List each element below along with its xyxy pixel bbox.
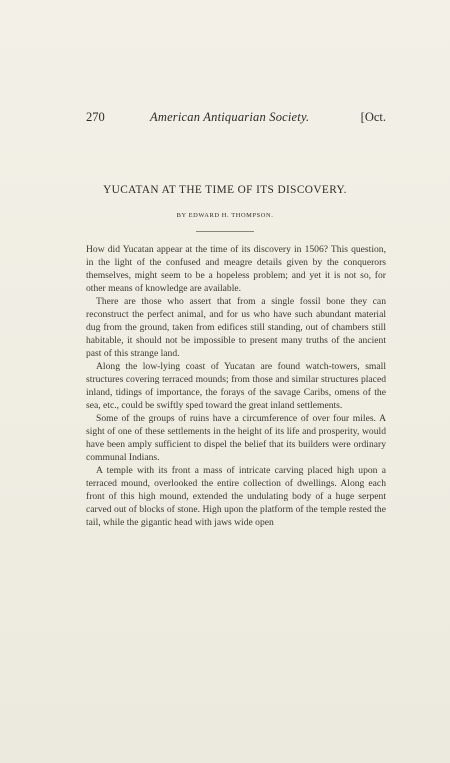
article-byline: BY EDWARD H. THOMPSON. [176,212,274,219]
paragraph: There are those who assert that from a single fossil bone they can reconstruct the perfect animal, and for us who have such abundant material dug from the ground, taken from edifices still standing, out of chambers still habitable, it should not be impossible to present many truths of the ancient past of this strange land. [86,296,386,359]
paragraph: How did Yucatan appear at the time of its discovery in 1506? This question, in the light of the confused and meagre details given by the conquerors themselves, might seem to be a hopeless problem; and yet it is not so, for other means of knowledge are available. [86,244,386,294]
article-body [86,243,386,529]
page-number: 270 [86,110,105,124]
paragraph: Some of the groups of ruins have a circumference of over four miles. A sight of one of these settlements in the height of its life and prosperity, would have been amply sufficient to dispel the belief that its builders were ordinary communal Indians. [86,413,386,463]
title-rule [196,231,254,232]
issue-month: [Oct. [360,110,386,124]
running-head [86,109,386,125]
article-title: YUCATAN AT THE TIME OF ITS DISCOVERY. [103,184,347,196]
paragraph: A temple with its front a mass of intricate carving placed high upon a terraced mound, overlooked the entire collection of dwellings. Along each front of this high mound, extended the undulating body of a huge serpent carved out of blocks of stone. High upon the platform of the temple rested the tail, while the gigantic head with jaws wide open [86,465,386,528]
journal-title: American Antiquarian Society. [150,110,310,124]
paragraph: Along the low-lying coast of Yucatan are found watch-towers, small structures covering terraced mounds; from those and similar structures placed inland, tidings of importance, the forays of the savage Caribs, omens of the sea, etc., could be swiftly sped toward the great inland settlements. [86,361,386,411]
